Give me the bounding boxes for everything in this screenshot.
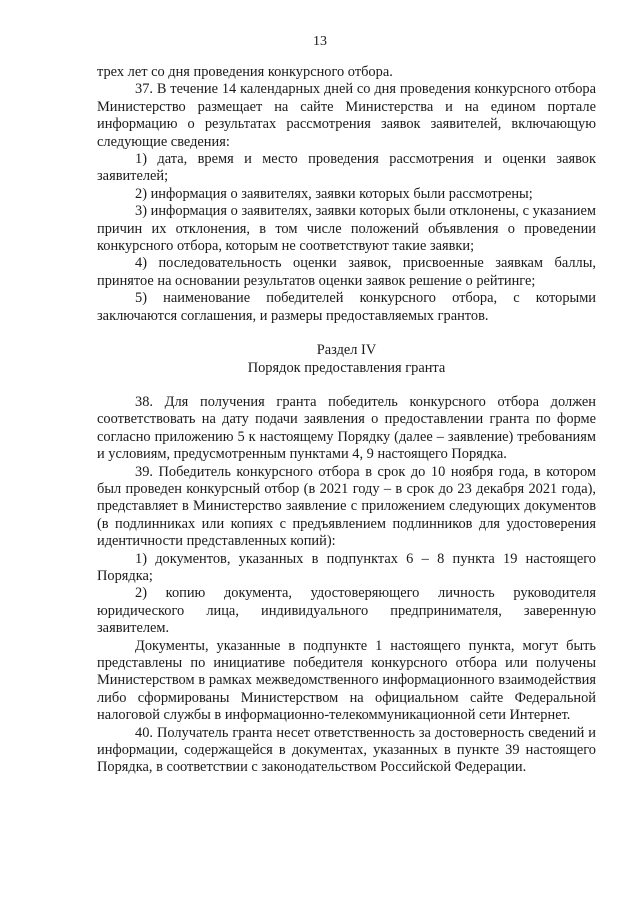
- paragraph: 40. Получатель гранта несет ответственность за достоверность сведений и информации, содержащейся в документах, указанных в пункте 39 настоящего Порядка, в соответствии с законодательством Российской Федерации.: [97, 724, 596, 776]
- paragraph: Документы, указанные в подпункте 1 настоящего пункта, могут быть представлены по инициативе победителя конкурсного отбора или получены Министерством в рамках межведомственного информационного взаимодействия либо сформированы Министерством на официальном сайте Федеральной налоговой службы в информационно-телекоммуникационной сети Интернет.: [97, 637, 596, 724]
- paragraph: 3) информация о заявителях, заявки которых были отклонены, с указанием причин их отклонения, в том числе положений объявления о проведении конкурсного отбора, которым не соответствуют такие заявки;: [97, 203, 596, 255]
- paragraph: 2) копию документа, удостоверяющего личность руководителя юридического лица, индивидуального предпринимателя, заверенную заявителем.: [97, 585, 596, 637]
- paragraph: 1) дата, время и место проведения рассмотрения и оценки заявок заявителей;: [97, 151, 596, 185]
- paragraphs-before: [97, 64, 596, 325]
- paragraph: 1) документов, указанных в подпунктах 6 – 8 пункта 19 настоящего Порядка;: [97, 550, 596, 584]
- paragraph: 37. В течение 14 календарных дней со дня проведения конкурсного отбора Министерство размещает на сайте Министерства и на едином портале информацию о результатах рассмотрения заявок заявителей, включающую следующие сведения:: [97, 81, 596, 150]
- paragraph: 4) последовательность оценки заявок, присвоенные заявкам баллы, принятое на основании результатов оценки заявок решение о рейтинге;: [97, 255, 596, 289]
- document-body: [97, 64, 596, 777]
- paragraphs-after: [97, 394, 596, 777]
- paragraph: трех лет со дня проведения конкурсного отбора.: [97, 64, 393, 80]
- paragraph: 2) информация о заявителях, заявки которых были рассмотрены;: [135, 185, 533, 202]
- paragraph: 39. Победитель конкурсного отбора в срок до 10 ноября года, в котором был проведен конкурсный отбор (в 2021 году – в срок до 23 декабря 2021 года), представляет в Министерство заявление с приложением следующих документов (в подлинниках или копиях с предъявлением подлинников для удостоверения идентичности представленных копий):: [97, 463, 596, 550]
- paragraph: 5) наименование победителей конкурсного отбора, с которыми заключаются соглашения, и размеры предоставляемых грантов.: [97, 290, 596, 324]
- section-number: Раздел IV: [316, 342, 377, 359]
- section-title: Порядок предоставления гранта: [247, 359, 446, 376]
- page-number: 13: [313, 34, 327, 49]
- paragraph: 38. Для получения гранта победитель конкурсного отбора должен соответствовать на дату подачи заявления о предоставлении гранта по форме согласно приложению 5 к настоящему Порядку (далее – заявление) требованиям и условиям, предусмотренным пунктами 4, 9 настоящего Порядка.: [97, 393, 596, 463]
